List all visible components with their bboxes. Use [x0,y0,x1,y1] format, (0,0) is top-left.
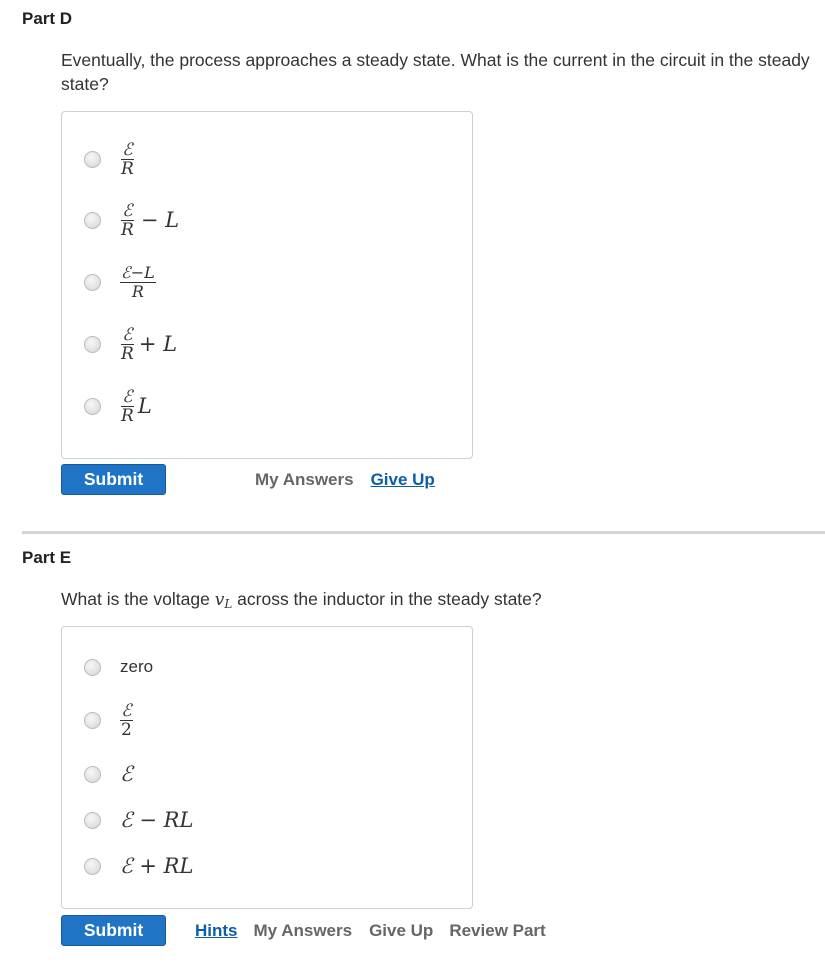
part-d-question: Eventually, the process approaches a steady state. What is the current in the circuit in the steady state? [61,50,810,94]
radio-button[interactable] [84,858,101,875]
part-d-option-3[interactable]: $\frac{\text{ℰ−L}}{R}$ [84,262,156,302]
part-e-submit-button[interactable]: Submit [61,915,166,946]
part-e-option-1[interactable]: zero [84,647,153,687]
part-e-option-2[interactable]: $\frac{\text{ℰ}}{2}$ [84,700,133,740]
my-answers-link[interactable]: My Answers [255,470,354,489]
part-e-option-5[interactable]: ℰ + RL [84,846,193,886]
give-up-link[interactable]: Give Up [370,470,435,489]
part-d-option-2[interactable]: $\frac{\text{ℰ}}{R}$ − L [84,200,179,240]
part-d-links [255,470,435,490]
give-up-link[interactable]: Give Up [369,921,434,940]
part-d-submit-button[interactable]: Submit [61,464,166,495]
part-e-option-3[interactable]: ℰ [84,754,133,794]
part-d-option-1[interactable]: $\frac{\text{ℰ}}{R}$ [84,139,135,179]
radio-button[interactable] [84,659,101,676]
part-d-title: Part D [22,9,73,28]
radio-button[interactable] [84,398,101,415]
section-divider [22,531,825,534]
radio-button[interactable] [84,812,101,829]
radio-button[interactable] [84,766,101,783]
part-e-links [195,921,546,941]
hints-link[interactable]: Hints [195,921,238,940]
part-e-answer-box [61,626,473,909]
radio-button[interactable] [84,336,101,353]
radio-button[interactable] [84,151,101,168]
radio-button[interactable] [84,212,101,229]
part-e-question: What is the voltage $v_L$ across the inductor in the steady state? [61,589,542,611]
part-d-option-4[interactable]: $\frac{\text{ℰ}}{R}$ + L [84,324,177,364]
radio-button[interactable] [84,274,101,291]
part-d-option-5[interactable]: $\frac{\text{ℰ}}{R}$ L [84,386,152,426]
part-e-title: Part E [22,548,72,567]
part-e-option-4[interactable]: ℰ − RL [84,800,193,840]
radio-button[interactable] [84,712,101,729]
review-part-link[interactable]: Review Part [449,921,546,940]
my-answers-link[interactable]: My Answers [253,921,353,940]
part-d-answer-box [61,111,473,459]
